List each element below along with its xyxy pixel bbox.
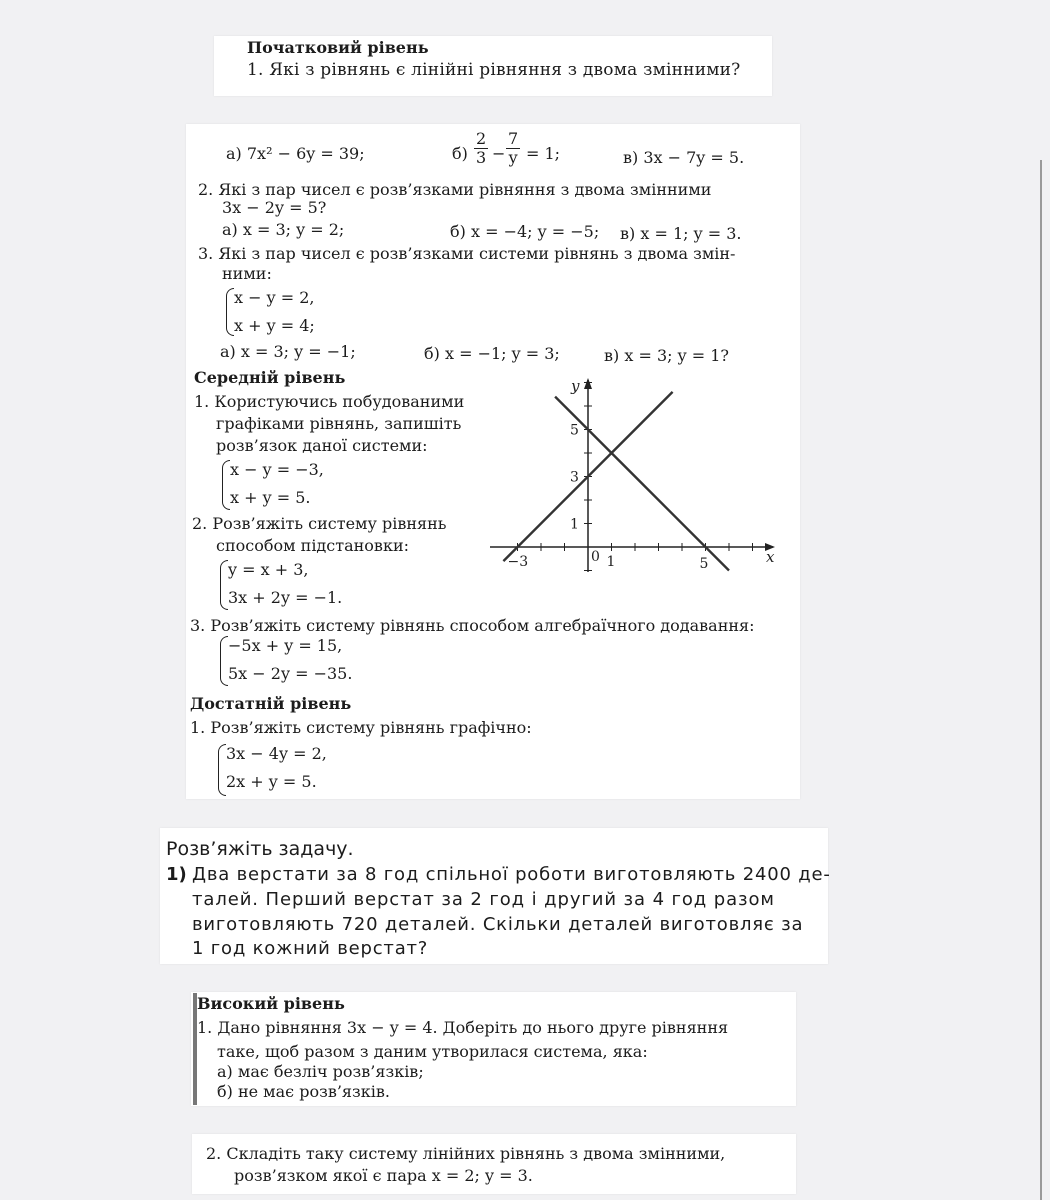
q2-option-b: б) x = −4; y = −5; xyxy=(450,222,600,241)
y-tick-label: 3 xyxy=(570,469,579,486)
s1-text-line1: 1. Розв’яжіть систему рівнянь графічно: xyxy=(190,718,532,737)
m2-text-line2: способом підстановки: xyxy=(216,536,409,555)
problem-line2: талей. Перший верстат за 2 год і другий за 4 год разом xyxy=(192,889,775,910)
card-word-problem xyxy=(160,828,831,964)
m3-eq2: 5x − 2y = −35. xyxy=(228,664,353,683)
problem-line1: Два верстати за 8 год спільної роботи виготовляють 2400 де- xyxy=(192,864,831,885)
q2-text-line1: 2. Які з пар чисел є розв’язками рівняння з двома змінними xyxy=(198,180,712,199)
coordinate-graph xyxy=(485,372,790,582)
x-tick-label: 1 xyxy=(606,554,616,570)
q3-eq1: x − y = 2, xyxy=(234,288,315,307)
q1-fraction-2 xyxy=(506,130,520,167)
card-high-level xyxy=(191,992,796,1106)
y-tick-label: 1 xyxy=(570,516,579,533)
q1-fraction-1-den: 3 xyxy=(476,148,487,167)
q3-option-a: а) x = 3; y = −1; xyxy=(220,342,356,361)
s1-system-brace xyxy=(218,744,226,796)
q1-minus: − xyxy=(492,144,506,163)
m1-eq2: x + y = 5. xyxy=(230,488,311,507)
high-q1-option-a: а) має безліч розв’язків; xyxy=(217,1062,424,1081)
high-q1-option-b: б) не має розв’язків. xyxy=(217,1082,390,1101)
s1-eq2: 2x + y = 5. xyxy=(226,772,317,791)
m1-text-line1: 1. Користуючись побудованими xyxy=(194,392,465,411)
high-q2-line1: 2. Складіть таку систему лінійних рівнянь з двома змінними, xyxy=(206,1144,726,1163)
q1-fraction-2-den: y xyxy=(508,148,518,167)
problem-number: 1) xyxy=(166,864,187,885)
q1-fraction-2-num: 7 xyxy=(508,129,519,148)
m2-text-line1: 2. Розв’яжіть систему рівнянь xyxy=(192,514,447,533)
section-heading-initial: Початковий рівень xyxy=(247,38,429,57)
m2-eq1: y = x + 3, xyxy=(228,560,309,579)
q1-option-b-label: б) xyxy=(452,144,468,163)
card-initial-level xyxy=(214,36,772,96)
m3-system-brace xyxy=(220,636,228,686)
q1-option-b-rhs: = 1; xyxy=(526,144,561,163)
x-tick-label: 0 xyxy=(591,549,600,565)
s1-eq1: 3x − 4y = 2, xyxy=(226,744,327,763)
q1-option-c: в) 3x − 7y = 5. xyxy=(623,148,745,167)
y-axis-arrow xyxy=(584,378,592,389)
y-tick-label: 5 xyxy=(570,422,579,439)
section-heading-sufficient: Достатній рівень xyxy=(190,694,352,713)
high-q2-line2: розв’язком якої є пара x = 2; y = 3. xyxy=(234,1166,533,1185)
high-q1-line2: таке, щоб разом з даним утворилася система, яка: xyxy=(217,1042,648,1061)
scan-edge-bar xyxy=(193,993,197,1105)
problem-line3: виготовляють 720 деталей. Скільки деталей виготовляє за xyxy=(192,914,804,935)
m1-eq1: x − y = −3, xyxy=(230,460,324,479)
m1-system-brace xyxy=(222,460,230,510)
problem-heading: Розв’яжіть задачу. xyxy=(166,838,354,860)
m1-text-line3: розв’язок даної системи: xyxy=(216,436,428,455)
q3-system-brace xyxy=(226,288,234,336)
m3-eq1: −5x + y = 15, xyxy=(228,636,343,655)
section-heading-high: Високий рівень xyxy=(197,994,345,1013)
q2-text-line2: 3x − 2y = 5? xyxy=(222,198,327,217)
q3-option-c: в) x = 3; y = 1? xyxy=(604,346,729,365)
q3-text-line1: 3. Які з пар чисел є розв’язками системи рівнянь з двома змін- xyxy=(198,244,736,263)
q3-text-line2: ними: xyxy=(222,264,272,283)
x-tick-label: 5 xyxy=(699,556,709,572)
card-high-level-q2 xyxy=(192,1134,796,1194)
m3-text-line1: 3. Розв’яжіть систему рівнянь способом алгебраїчного додавання: xyxy=(190,616,755,635)
x-axis-label: x xyxy=(766,548,775,566)
q2-option-a: а) x = 3; y = 2; xyxy=(222,220,345,239)
m1-text-line2: графіками рівнянь, запишіть xyxy=(216,414,462,433)
m2-eq2: 3x + 2y = −1. xyxy=(228,588,343,607)
high-q1-line1: 1. Дано рівняння 3x − y = 4. Доберіть до нього друге рівняння xyxy=(197,1018,729,1037)
q1-fraction-1-num: 2 xyxy=(476,129,487,148)
q1-option-a: а) 7x² − 6y = 39; xyxy=(226,144,365,163)
problem-line4: 1 год кожний верстат? xyxy=(192,938,429,959)
q1-fraction-1 xyxy=(474,130,488,167)
q3-option-b: б) x = −1; y = 3; xyxy=(424,344,560,363)
m2-system-brace xyxy=(220,560,228,610)
q3-eq2: x + y = 4; xyxy=(234,316,315,335)
question-1-text: 1. Які з рівнянь є лінійні рівняння з двома змінними? xyxy=(247,60,741,80)
x-tick-label: −3 xyxy=(507,554,529,570)
page-scrollbar[interactable] xyxy=(1040,160,1042,1200)
y-axis-label: y xyxy=(571,377,580,395)
q2-option-c: в) x = 1; y = 3. xyxy=(620,224,742,243)
section-heading-middle: Середній рівень xyxy=(194,368,346,387)
